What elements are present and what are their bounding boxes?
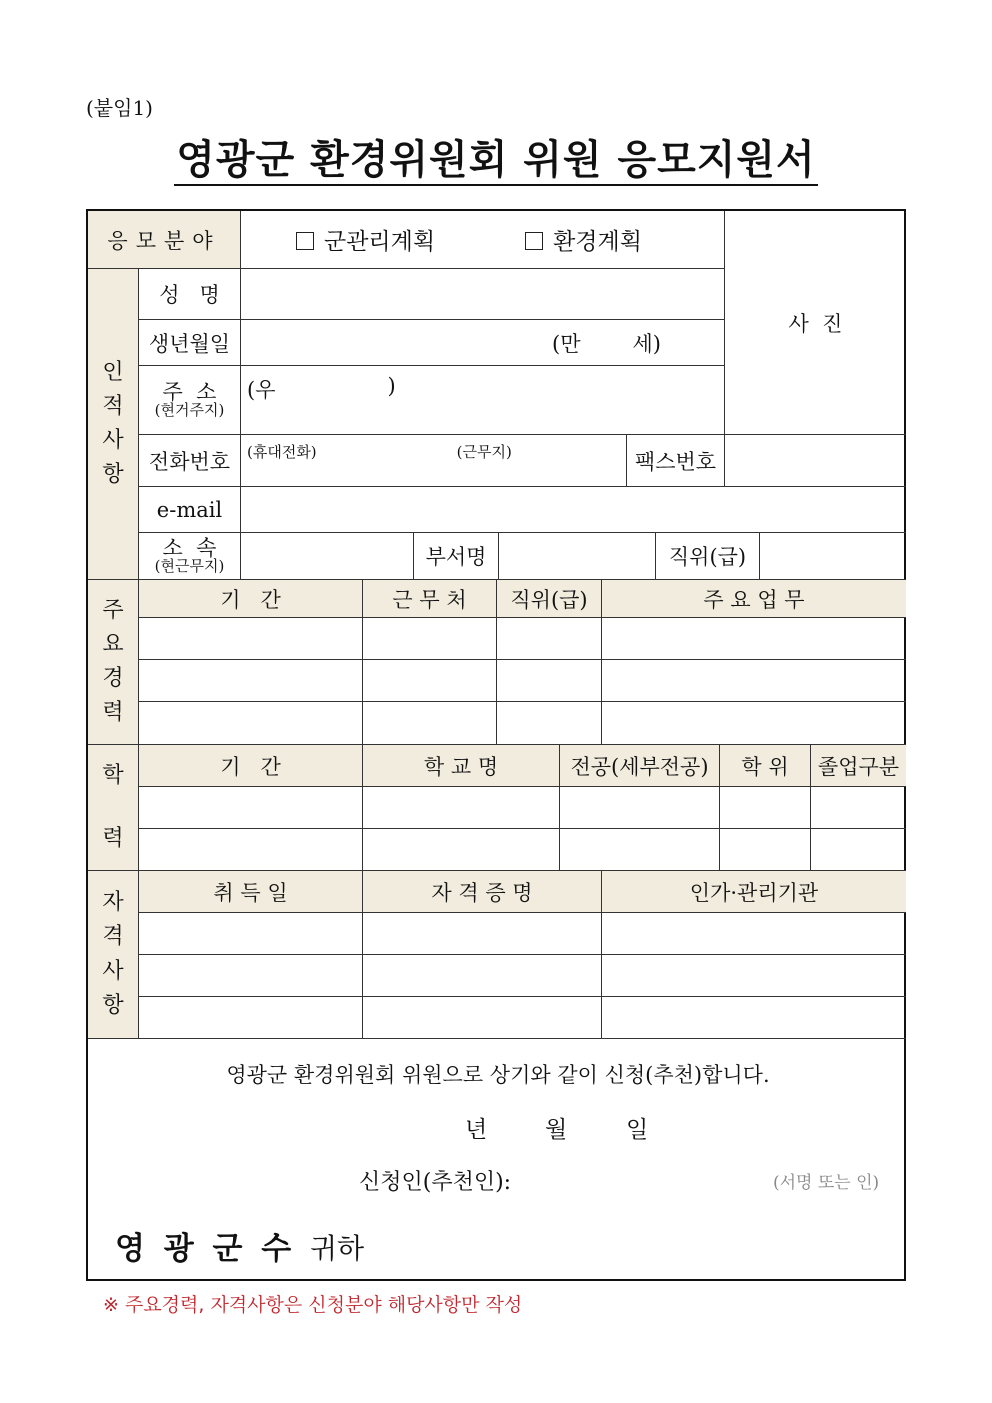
page-title	[0, 128, 992, 185]
title-text: 영광군 환경위원회 위원 응모지원서	[174, 137, 817, 186]
address-field[interactable]	[241, 366, 725, 435]
education-cell[interactable]	[139, 829, 363, 871]
career-cell[interactable]	[139, 660, 363, 702]
postal-open: (우	[247, 378, 276, 402]
education-cell[interactable]	[363, 829, 560, 871]
date-day: 일	[626, 1117, 649, 1143]
department-field[interactable]	[499, 533, 656, 580]
license-cell[interactable]	[139, 955, 363, 997]
section-char: 요	[102, 631, 124, 657]
birth-field[interactable]	[241, 320, 725, 366]
license-header-date: 취 득 일	[139, 871, 363, 913]
age-open: (만	[552, 331, 581, 356]
option-env-plan[interactable]	[525, 223, 642, 256]
section-char: 격	[102, 924, 124, 950]
education-cell[interactable]	[363, 787, 560, 829]
career-cell[interactable]	[602, 702, 906, 745]
license-header-name: 자 격 증 명	[363, 871, 602, 913]
education-cell[interactable]	[720, 787, 811, 829]
license-cell[interactable]	[139, 913, 363, 955]
license-cell[interactable]	[602, 913, 906, 955]
education-cell[interactable]	[811, 829, 906, 871]
photo-box	[725, 211, 906, 435]
section-char: 력	[102, 825, 124, 851]
license-cell[interactable]	[363, 955, 602, 997]
career-header-duties: 주 요 업 무	[602, 580, 906, 618]
option-urban-plan-label: 군관리계획	[324, 229, 436, 255]
section-char: 력	[102, 700, 124, 726]
education-cell[interactable]	[720, 829, 811, 871]
section-char: 자	[102, 890, 124, 916]
honorific: 귀하	[310, 1232, 365, 1265]
career-cell[interactable]	[602, 660, 906, 702]
license-cell[interactable]	[139, 997, 363, 1039]
fax-field[interactable]	[725, 435, 906, 487]
education-section-label	[88, 745, 139, 871]
career-cell[interactable]	[497, 702, 602, 745]
section-char: 항	[102, 462, 124, 488]
career-section-label	[88, 580, 139, 745]
affiliation-label-text: 소 속	[162, 536, 217, 561]
license-cell[interactable]	[602, 955, 906, 997]
department-label: 부서명	[414, 533, 499, 580]
birth-label: 생년월일	[139, 320, 241, 366]
career-cell[interactable]	[363, 618, 497, 660]
apply-field-options	[241, 211, 725, 269]
personal-section-label	[88, 269, 139, 580]
section-char: 적	[102, 393, 124, 419]
section-char: 인	[102, 359, 124, 385]
date-month: 월	[545, 1117, 568, 1143]
name-label: 성 명	[139, 269, 241, 320]
section-char: 경	[102, 666, 124, 691]
career-cell[interactable]	[139, 702, 363, 745]
postal-close: )	[387, 374, 396, 398]
fax-label: 팩스번호	[627, 435, 725, 487]
license-header-issuer: 인가·관리기관	[602, 871, 906, 913]
education-cell[interactable]	[560, 787, 720, 829]
option-urban-plan[interactable]	[296, 223, 435, 256]
applicant-label: 신청인(추천인):	[359, 1170, 512, 1195]
affiliation-label	[139, 533, 241, 580]
edu-header-period: 기 간	[139, 745, 363, 787]
career-header-position: 직위(급)	[497, 580, 602, 618]
edu-header-graduation: 졸업구분	[811, 745, 906, 787]
section-char: 항	[102, 992, 124, 1018]
email-field[interactable]	[241, 487, 906, 533]
phone-label: 전화번호	[139, 435, 241, 487]
position-label: 직위(급)	[656, 533, 760, 580]
career-cell[interactable]	[363, 660, 497, 702]
edu-header-major: 전공(세부전공)	[560, 745, 720, 787]
position-field[interactable]	[760, 533, 906, 580]
option-env-plan-label: 환경계획	[553, 229, 642, 255]
address-sub-label: (현거주지)	[154, 401, 225, 420]
statement: 영광군 환경위원회 위원으로 상기와 같이 신청(추천)합니다.	[226, 1063, 770, 1087]
affiliation-field[interactable]	[241, 533, 414, 580]
application-form	[86, 209, 906, 1281]
date-year: 년	[465, 1117, 488, 1143]
section-char: 주	[102, 597, 124, 623]
career-cell[interactable]	[497, 660, 602, 702]
affiliation-sub-label: (현근무지)	[154, 557, 225, 576]
education-cell[interactable]	[139, 787, 363, 829]
age-close: 세)	[632, 331, 661, 356]
edu-header-degree: 학 위	[720, 745, 811, 787]
apply-field-label: 응모분야	[88, 211, 241, 269]
license-section-label	[88, 871, 139, 1039]
signature-hint: (서명 또는 인)	[773, 1173, 880, 1193]
checkbox-icon[interactable]	[525, 232, 543, 250]
checkbox-icon[interactable]	[296, 232, 314, 250]
section-char: 사	[102, 428, 124, 453]
career-header-period: 기 간	[139, 580, 363, 618]
photo-label: 사 진	[788, 311, 843, 336]
career-header-workplace: 근 무 처	[363, 580, 497, 618]
license-cell[interactable]	[602, 997, 906, 1039]
address-label	[139, 366, 241, 435]
career-cell[interactable]	[139, 618, 363, 660]
mobile-label: (휴대전화)	[247, 443, 317, 461]
career-cell[interactable]	[602, 618, 906, 660]
addressee: 영 광 군 수	[115, 1231, 296, 1267]
education-cell[interactable]	[560, 829, 720, 871]
license-cell[interactable]	[363, 913, 602, 955]
address-label-text: 주 소	[162, 380, 217, 405]
career-cell[interactable]	[363, 702, 497, 745]
education-cell[interactable]	[811, 787, 906, 829]
name-field[interactable]	[241, 269, 725, 320]
license-cell[interactable]	[363, 997, 602, 1039]
attachment-label: (붙임1)	[86, 96, 153, 120]
section-char: 학	[102, 763, 124, 789]
career-cell[interactable]	[497, 618, 602, 660]
phone-field[interactable]	[241, 435, 627, 487]
edu-header-school: 학 교 명	[363, 745, 560, 787]
email-label: e-mail	[139, 487, 241, 533]
section-char: 사	[102, 958, 124, 984]
office-phone-label: (근무지)	[456, 443, 512, 461]
footnote: ※ 주요경력, 자격사항은 신청분야 해당사항만 작성	[103, 1294, 523, 1316]
